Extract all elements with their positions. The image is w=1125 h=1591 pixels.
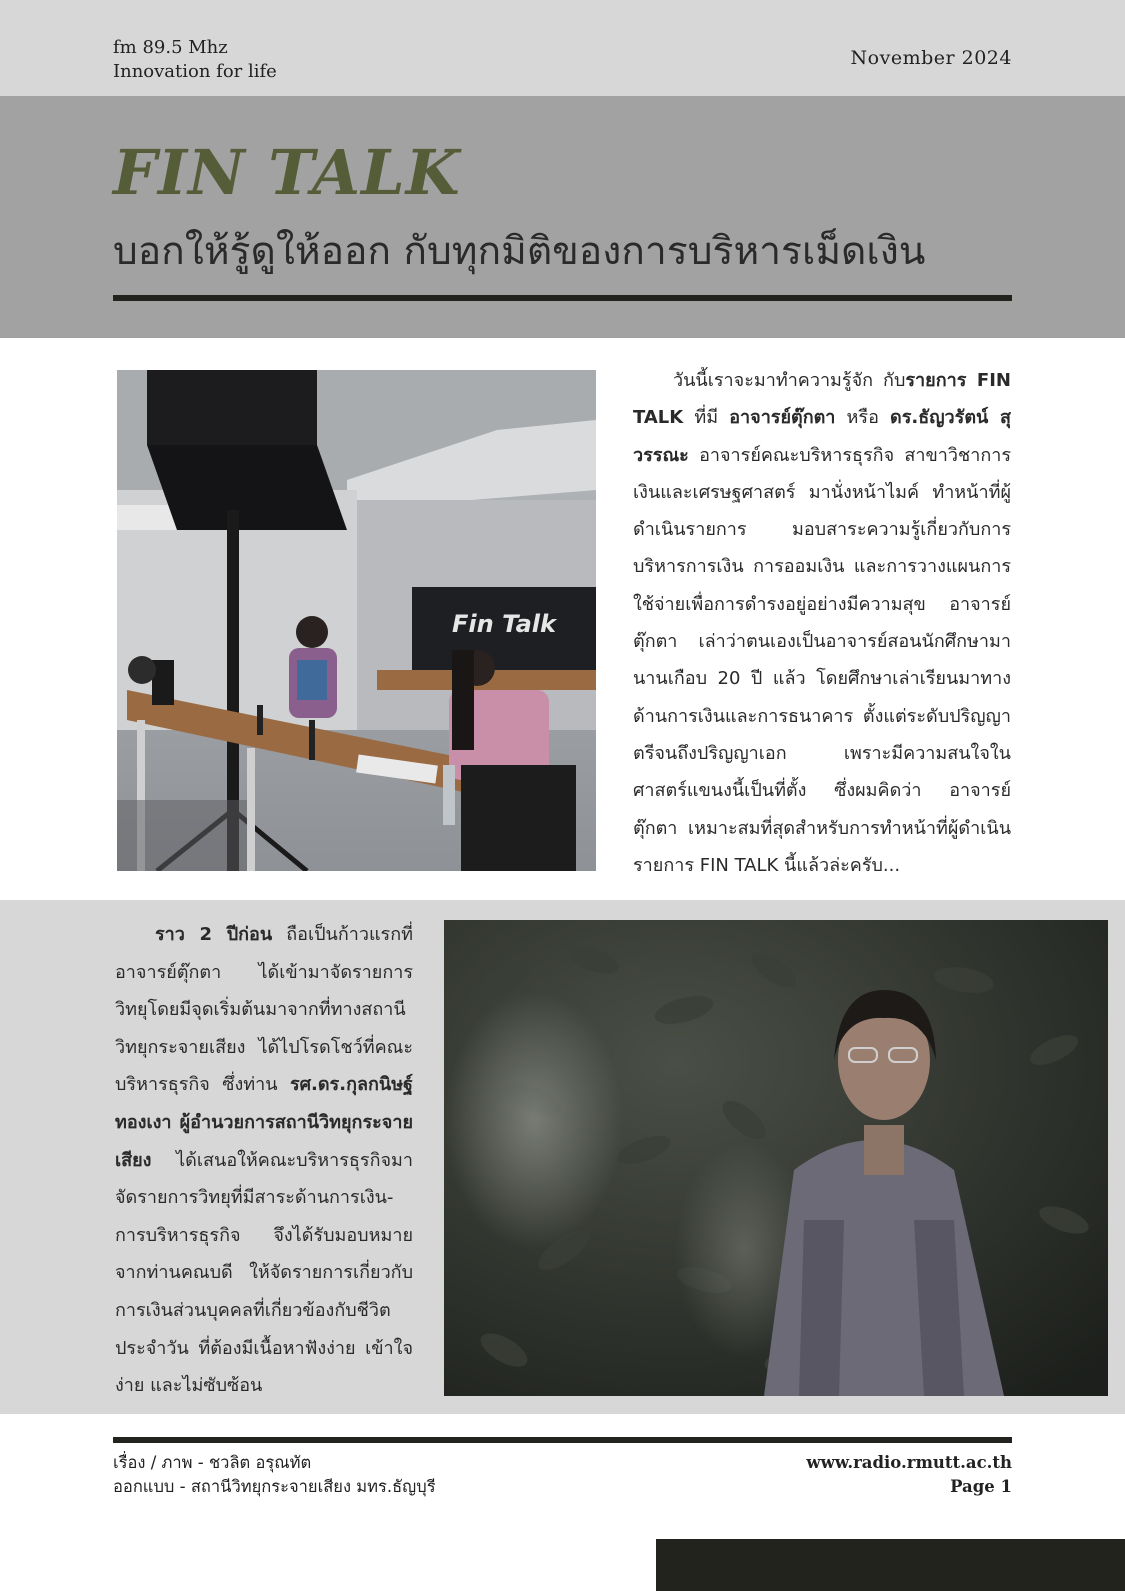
- p1-segment: อาจารย์คณะบริหารธุรกิจ สาขาวิชาการเงินและเศรษฐศาสตร์ มานั่งหน้าไมค์ ทำหน้าที่ผู้ดำเนินรายการ มอบสาระความรู้เกี่ยวกับการบริหารการเงิน การออมเงิน และการวางแผนการใช้จ่ายเพื่อการดำรงอยู่อย่างมีความสุข อาจารย์ตุ๊กตา เล่าว่าตนเองเป็นอาจารย์สอนนักศึกษามานานเกือบ 20 ปี แล้ว โดยศึกษาเล่าเรียนมาทางด้านการเงินและการธนาคาร ตั้งแต่ระดับปริญญาตรีจนถึงปริญญาเอก เพราะมีความสนใจในศาสตร์แขนงนี้เป็นที่ตั้ง ซึ่งผมคิดว่า อาจารย์ตุ๊กตา เหมาะสมที่สุดสำหรับการทำหน้าที่ผู้ดำเนินรายการ FIN TALK นี้แล้วล่ะครับ...: [633, 444, 1011, 876]
- station-frequency: fm 89.5 Mhz: [113, 37, 228, 58]
- paragraph-2-text: [115, 916, 413, 1405]
- p1-program-name: รายการ FIN TALK: [633, 370, 1011, 429]
- p2-segment: ได้เสนอให้คณะบริหารธุรกิจมาจัดรายการวิทยุที่มีสาระด้านการเงิน-การบริหารธุรกิจ จึงได้รับมอบหมายจากท่านคณบดี ให้จัดรายการเกี่ยวกับการเงินส่วนบุคคลที่เกี่ยวข้องกับชีวิตประจำวัน ที่ต้องมีเนื้อหาฟังง่าย เข้าใจง่าย และไม่ซับซ้อน: [115, 1149, 413, 1397]
- studio-sign-text: Fin Talk: [452, 610, 556, 638]
- footer-divider: [113, 1437, 1012, 1443]
- p2-lead: ราว 2 ปีก่อน: [155, 924, 273, 945]
- p1-segment: หรือ: [835, 407, 891, 429]
- p2-segment: ถือเป็นก้าวแรกที่ อาจารย์ตุ๊กตา ได้เข้ามาจัดรายการวิทยุโดยมีจุดเริ่มต้นมาจากที่ทางสถานีวิทยุกระจายเสียง ได้ไปโรดโชว์ที่คณะบริหารธุรกิจ ซึ่งท่าน: [115, 924, 413, 1096]
- p1-host-nickname: อาจารย์ตุ๊กตา: [729, 407, 836, 429]
- footer-site-info: [806, 1451, 1012, 1499]
- p1-segment: วันนี้เราจะมาทำความรู้จัก กับ: [673, 370, 906, 391]
- page-number: Page 1: [950, 1477, 1012, 1496]
- footer-corner-block: [656, 1539, 1125, 1591]
- article-paragraph-2: [115, 916, 413, 1405]
- header-bar: [0, 0, 1125, 96]
- masthead: [0, 96, 1125, 338]
- title-divider: [113, 295, 1012, 301]
- footer-credits: [113, 1451, 436, 1499]
- credit-design: ออกแบบ - สถานีวิทยุกระจายเสียง มทร.ธัญบุรี: [113, 1477, 436, 1496]
- p1-host-name: ดร.ธัญวรัตน์ สุวรรณะ: [633, 407, 1011, 466]
- page-title: FIN TALK: [113, 136, 461, 209]
- p2-director-name: รศ.ดร.กุลกนิษฐ์ ทองเงา ผู้อำนวยการสถานีวิทยุกระจายเสียง: [115, 1074, 413, 1171]
- station-slogan: Innovation for life: [113, 61, 277, 82]
- paragraph-1-text: [633, 362, 1011, 884]
- issue-date: November 2024: [850, 47, 1012, 69]
- studio-photo: [117, 370, 596, 871]
- page-subtitle: บอกให้รู้ดูให้ออก กับทุกมิติของการบริหารเม็ดเงิน: [113, 229, 926, 274]
- p1-segment: ที่มี: [683, 407, 730, 429]
- station-info: [113, 36, 277, 84]
- article-paragraph-1: [633, 362, 1011, 884]
- website-link[interactable]: www.radio.rmutt.ac.th: [806, 1453, 1012, 1472]
- portrait-photo: [444, 920, 1108, 1396]
- credit-story: เรื่อง / ภาพ - ชวลิต อรุณทัต: [113, 1453, 312, 1472]
